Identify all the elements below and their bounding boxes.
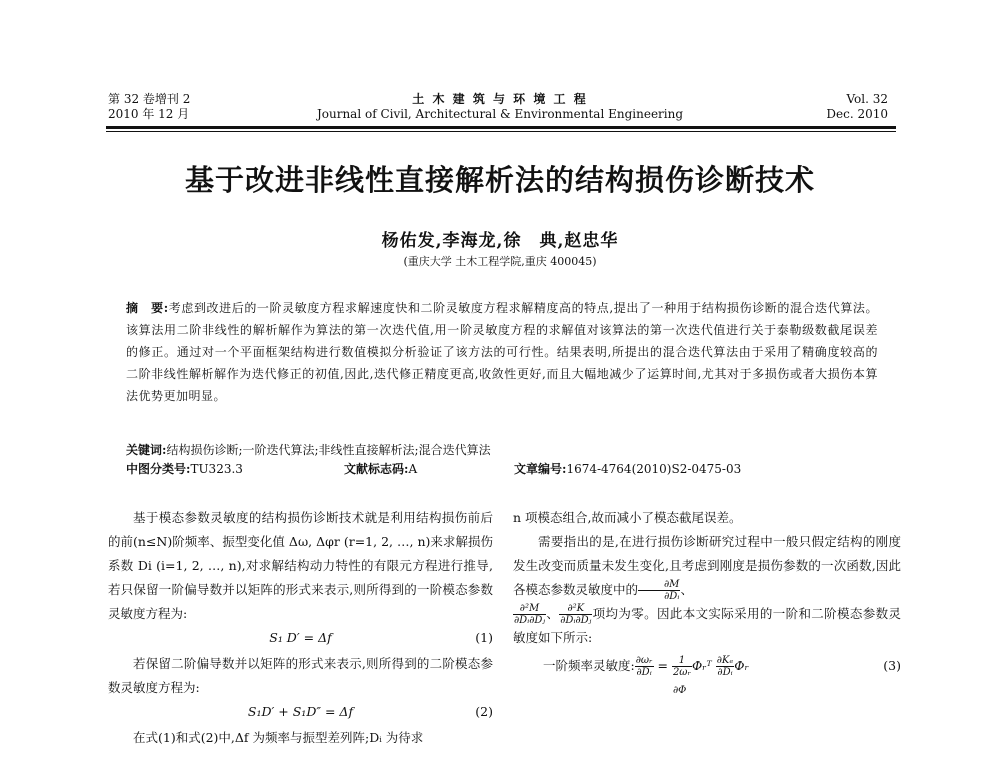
equation-1: [108, 626, 493, 652]
left-paragraph-2: 若保留二阶偏导数并以矩阵的形式来表示,则所得到的二阶模态参数灵敏度方程为:: [108, 656, 493, 695]
journal-name-english: Journal of Civil, Architectural & Environmental Engineering: [316, 107, 684, 121]
issue-date: 2010 年 12 月: [108, 107, 190, 121]
article-number: 文章编号:1674-4764(2010)S2-0475-03: [514, 462, 742, 476]
equation-4-fragment: ∂Φ: [673, 685, 687, 696]
document-code: 文献标志码:A: [344, 462, 418, 476]
paper-title: 基于改进非线性直接解析法的结构损伤诊断技术: [184, 163, 815, 197]
fraction-dM-dDi: $\frac{\partial M}{\text{∂Dᵢ}}$: [638, 579, 680, 602]
left-paragraph-1: 基于模态参数灵敏度的结构损伤诊断技术就是利用结构损伤前后的前(n≤N)阶频率、振型变化值 Δω, Δφr (r=1, 2, …, n)来求解损伤系数 Di (i=1, 2, …, n),对求解结构动力特性的有限元方程进行推导,若只保留一阶偏导数并以矩阵的形式来表示,则所得到的一阶模态参数灵敏度方程为:: [108, 510, 493, 621]
journal-name: [300, 92, 700, 122]
equation-2: [108, 700, 493, 726]
abstract: [126, 297, 878, 407]
left-paragraph-3: 在式(1)和式(2)中,Δf 为频率与振型差列阵;Dᵢ 为待求: [133, 730, 424, 745]
header-rule-thick: [106, 126, 896, 129]
journal-volume-info: [108, 92, 190, 122]
equation-3-formula: 一阶频率灵敏度: $\frac{\text{∂ωᵣ}}{\text{∂Dᵢ}}$ = $\frac{1}{\text{2ωᵣ}}$ Φᵣᵀ $\frac{\text{∂Kₑ}}{\text{∂Dᵢ}}$ Φᵣ: [543, 655, 749, 678]
equation-1-number: (1): [475, 630, 493, 645]
keywords: [126, 441, 878, 459]
fraction-d2M: $\frac{\text{∂²M}}{\text{∂Dᵢ∂Dⱼ}}$: [514, 603, 546, 626]
abstract-text: 考虑到改进后的一阶灵敏度方程求解速度快和二阶灵敏度方程求解精度高的特点,提出了一种用于结构损伤诊断的混合迭代算法。该算法用二阶非线性的解析解作为算法的第一次迭代值,用一阶灵敏度方程的求解值对该算法的第一次迭代值进行关于泰勒级数截尾误差的修正。通过对一个平面框架结构进行数值模拟分析验证了该方法的可行性。结果表明,所提出的混合迭代算法由于采用了精确度较高的二阶非线性解析解作为迭代修正的初值,因此,迭代修正精度更高,收敛性更好,而且大幅地减少了运算时间,尤其对于多损伤或者大损伤本算法优势更加明显。: [126, 301, 878, 403]
equation-3-number: (3): [883, 658, 901, 673]
keywords-text: 结构损伤诊断;一阶迭代算法;非线性直接解析法;混合迭代算法: [166, 443, 491, 457]
abstract-label: 摘 要:: [126, 301, 169, 315]
body-right-column: [513, 506, 901, 698]
paper-authors: 杨佑发,李海龙,徐 典,赵忠华: [381, 231, 619, 251]
journal-name-chinese: 土 木 建 筑 与 环 境 工 程: [412, 92, 588, 106]
right-paragraph-1: n 项模态组合,故而减小了模态截尾误差。: [513, 510, 742, 525]
equation-2-formula: S₁D′ + S₁D″ = Δf: [247, 704, 354, 719]
equation-2-number: (2): [475, 704, 493, 719]
journal-volume-english: [826, 92, 888, 122]
equation-3: [513, 654, 901, 684]
keywords-label: 关键词:: [126, 443, 167, 457]
equation-1-formula: S₁ D′ = Δf: [269, 630, 332, 645]
fraction-d2K: $\frac{\text{∂²K}}{\text{∂Dᵢ∂Dⱼ}}$: [560, 603, 592, 626]
volume-english: Vol. 32: [846, 92, 888, 106]
clc-number: 中图分类号:TU323.3: [126, 462, 243, 476]
date-english: Dec. 2010: [826, 107, 888, 121]
right-paragraph-2: 需要指出的是,在进行损伤诊断研究过程中一般只假定结构的刚度发生改变而质量未发生变化,且考虑到刚度是损伤参数的一次函数,因此各模态参数灵敏度中的 $\frac{\partial M}{\text{∂Dᵢ}}$ 、: [513, 534, 901, 602]
author-affiliation: (重庆大学 土木工程学院,重庆 400045): [403, 255, 597, 268]
body-left-column: [108, 506, 493, 750]
right-paragraph-3: $\frac{\text{∂²M}}{\text{∂Dᵢ∂Dⱼ}}$ 、 $\frac{\text{∂²K}}{\text{∂Dᵢ∂Dⱼ}}$ 项均为零。因此本文实际采用的一阶和二阶模态参数灵敏度如下所示:: [513, 603, 901, 645]
volume-issue: 第 32 卷增刊 2: [108, 92, 191, 106]
header-rule-thin: [106, 131, 896, 132]
